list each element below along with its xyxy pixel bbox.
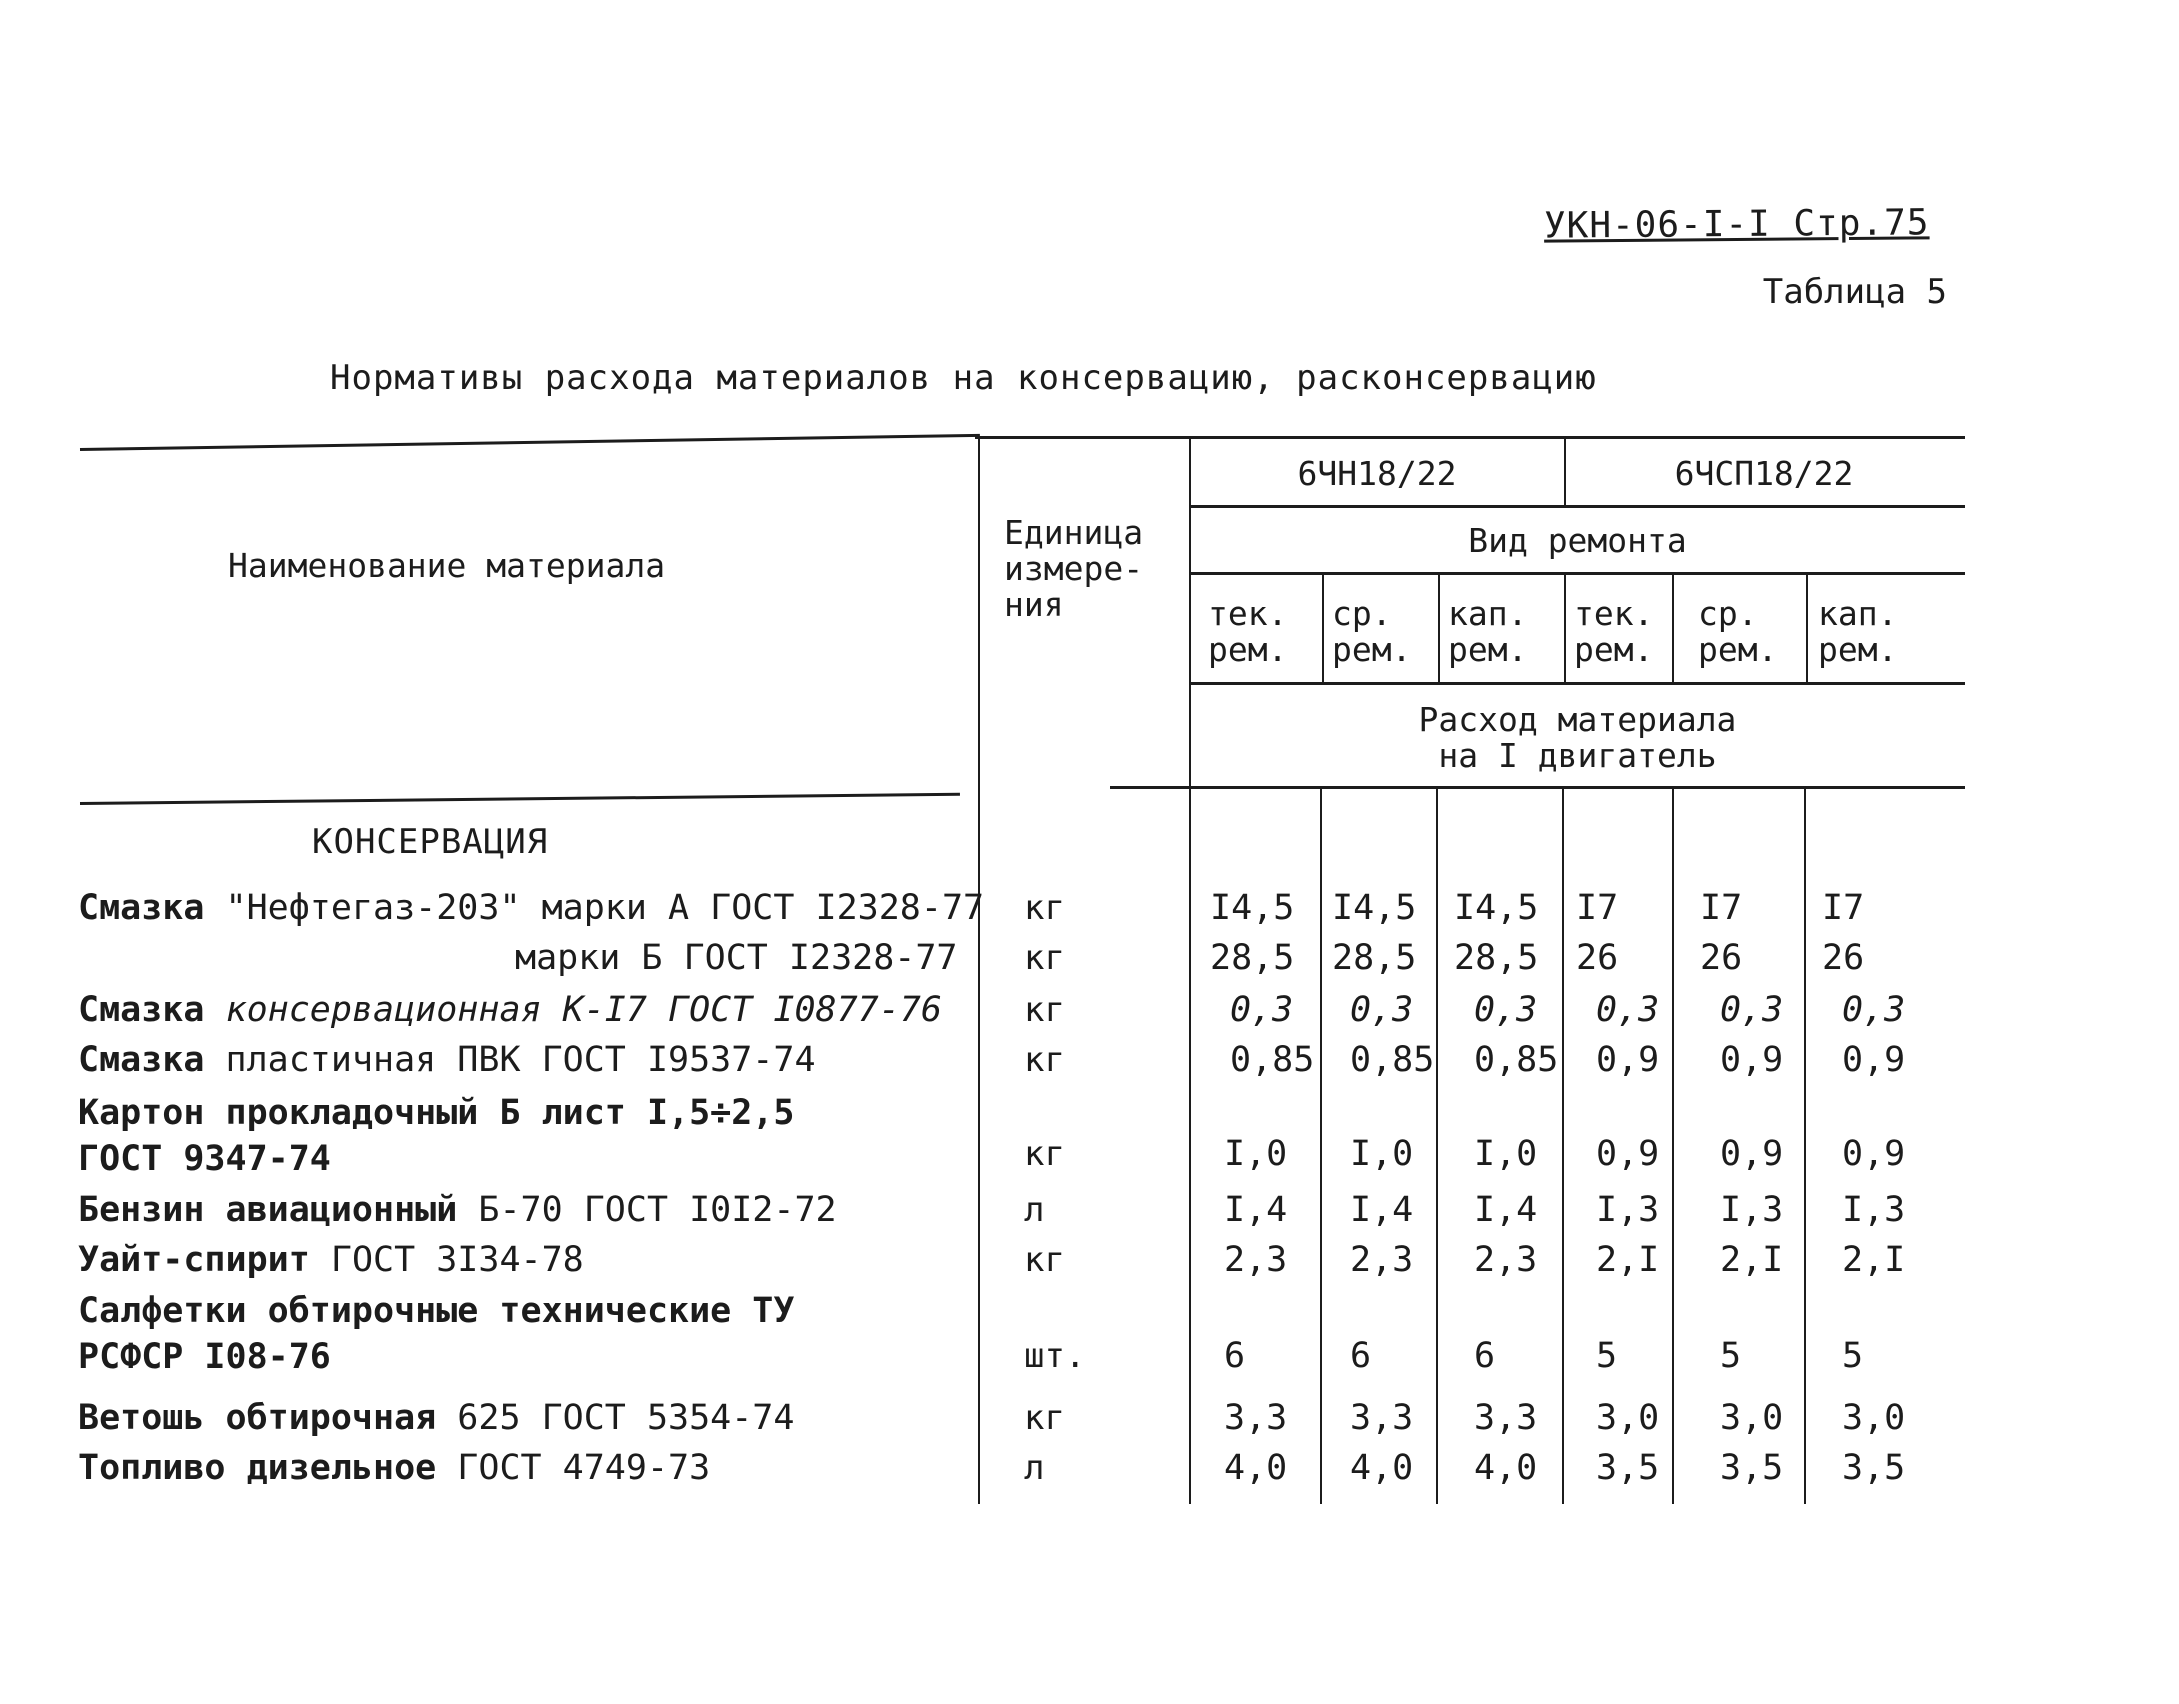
header-material-name: Наименование материала [228,546,666,585]
row-material-name: Уайт-спирит ГОСТ 3I34-78 [78,1240,584,1280]
row-value-4: I7 [1576,888,1619,928]
row-value-1: 0,85 [1230,1040,1315,1080]
row-value-3: 3,3 [1474,1398,1538,1438]
row-value-3: I,0 [1474,1134,1538,1174]
repair-col-divider-3 [1564,572,1566,684]
row-unit: л [1024,1190,1045,1230]
repair-type-rule [1190,572,1965,575]
row-value-2: I,4 [1350,1190,1414,1230]
table-title: Нормативы расхода материалов на консервацию, расконсервацию [330,358,1597,398]
row-value-6: 0,9 [1842,1040,1906,1080]
row-value-6: 3,0 [1842,1398,1906,1438]
row-value-6: 26 [1822,938,1865,978]
row-value-2: 3,3 [1350,1398,1414,1438]
body-col-divider-4 [1672,786,1674,1504]
row-value-3: 0,3 [1474,990,1538,1030]
row-value-4: 26 [1576,938,1619,978]
row-unit: шт. [1024,1336,1086,1376]
header-consumption [1190,702,1965,774]
repair-cols-rule [1190,682,1965,685]
row-value-4: 0,9 [1596,1134,1660,1174]
header-repair-col-1: тек. рем. [1208,594,1288,669]
row-value-4: 2,I [1596,1240,1660,1280]
header-repair-col-6: кап. рем. [1818,594,1898,669]
body-col-divider-2 [1436,786,1438,1504]
header-unit-line2: измере- [1004,549,1144,588]
row-value-2: I4,5 [1332,888,1417,928]
row-value-5: I7 [1700,888,1743,928]
row-value-1: 4,0 [1224,1448,1288,1488]
row-value-1: 2,3 [1224,1240,1288,1280]
row-value-6: 5 [1842,1336,1864,1376]
row-value-6: 3,5 [1842,1448,1906,1488]
row-value-6: 0,9 [1842,1134,1906,1174]
row-value-2: 28,5 [1332,938,1417,978]
row-value-2: 4,0 [1350,1448,1414,1488]
row-value-5: 5 [1720,1336,1742,1376]
header-bottom-rule [80,793,960,805]
col-divider-values [1189,436,1191,1504]
row-unit: кг [1024,1134,1065,1174]
row-value-5: 3,0 [1720,1398,1784,1438]
row-value-4: 3,5 [1596,1448,1660,1488]
row-value-5: 3,5 [1720,1448,1784,1488]
row-value-5: 0,9 [1720,1134,1784,1174]
row-value-5: 26 [1700,938,1743,978]
row-value-6: 0,3 [1842,990,1906,1030]
body-col-divider-1 [1320,786,1322,1504]
row-material-name: Бензин авиационный Б-70 ГОСТ I0I2-72 [78,1190,837,1230]
row-unit: кг [1024,938,1065,978]
row-unit: кг [1024,990,1065,1030]
row-material-name: марки Б ГОСТ I2328-77 [515,938,958,978]
row-value-3: 6 [1474,1336,1496,1376]
row-value-4: 0,9 [1596,1040,1660,1080]
row-value-4: I,3 [1596,1190,1660,1230]
row-value-5: 0,3 [1720,990,1784,1030]
row-value-5: I,3 [1720,1190,1784,1230]
table-top-rule-right [975,436,1965,439]
row-value-4: 5 [1596,1336,1618,1376]
row-value-1: 28,5 [1210,938,1295,978]
row-unit: кг [1024,888,1065,928]
table-top-rule [80,434,980,451]
header-bottom-rule-right [1110,786,1965,789]
row-value-3: 28,5 [1454,938,1539,978]
table-label: Таблица 5 [1762,272,1947,312]
row-unit: л [1024,1448,1045,1488]
header-repair-col-3: кап. рем. [1448,594,1528,669]
row-value-2: 0,3 [1350,990,1414,1030]
repair-col-divider-5 [1806,572,1808,684]
row-material-name: Ветошь обтирочная 625 ГОСТ 5354-74 [78,1398,795,1438]
body-col-divider-5 [1804,786,1806,1504]
repair-col-divider-1 [1322,572,1324,684]
header-repair-col-5: ср. рем. [1698,594,1778,669]
row-material-name: Смазка консервационная К-I7 ГОСТ I0877-76 [78,990,942,1030]
row-value-3: I4,5 [1454,888,1539,928]
row-value-3: 0,85 [1474,1040,1559,1080]
row-value-1: 3,3 [1224,1398,1288,1438]
row-value-4: 3,0 [1596,1398,1660,1438]
repair-col-divider-2 [1438,572,1440,684]
row-material-name: Смазка пластичная ПВК ГОСТ I9537-74 [78,1040,816,1080]
row-value-1: I4,5 [1210,888,1295,928]
row-value-3: I,4 [1474,1190,1538,1230]
row-value-5: 0,9 [1720,1040,1784,1080]
row-unit: кг [1024,1398,1065,1438]
page-reference: УКН-06-I-I Стр.75 [1543,202,1930,247]
row-value-1: 6 [1224,1336,1246,1376]
header-unit-line3: ния [1004,585,1064,624]
row-value-1: I,4 [1224,1190,1288,1230]
row-value-4: 0,3 [1596,990,1660,1030]
header-engine-2: 6ЧСП18/22 [1674,454,1854,493]
row-value-2: I,0 [1350,1134,1414,1174]
header-consumption-line1: Расход материала [1418,700,1737,739]
row-value-5: 2,I [1720,1240,1784,1280]
row-material-name: Картон прокладочный Б лист I,5÷2,5 ГОСТ 9347-74 [78,1093,795,1179]
row-material-name: Смазка "Нефтегаз-203" марки А ГОСТ I2328-77 [78,888,985,928]
section-title: КОНСЕРВАЦИЯ [312,822,549,862]
row-unit: кг [1024,1240,1065,1280]
header-unit-line1: Единица [1004,513,1144,552]
row-value-2: 6 [1350,1336,1372,1376]
row-value-1: 0,3 [1230,990,1294,1030]
header-repair-col-2: ср. рем. [1332,594,1412,669]
row-value-3: 4,0 [1474,1448,1538,1488]
row-value-3: 2,3 [1474,1240,1538,1280]
row-value-2: 0,85 [1350,1040,1435,1080]
row-value-6: I,3 [1842,1190,1906,1230]
row-value-2: 2,3 [1350,1240,1414,1280]
header-consumption-line2: на I двигатель [1438,736,1717,775]
row-value-6: I7 [1822,888,1865,928]
row-material-name: Топливо дизельное ГОСТ 4749-73 [78,1448,711,1488]
row-unit: кг [1024,1040,1065,1080]
engine-rule [1190,505,1965,508]
row-value-6: 2,I [1842,1240,1906,1280]
row-material-name: Салфетки обтирочные технические ТУ РСФСР I08-76 [78,1291,795,1377]
header-repair-type: Вид ремонта [1468,521,1687,560]
header-engine-1: 6ЧН18/22 [1297,454,1457,493]
row-value-1: I,0 [1224,1134,1288,1174]
repair-col-divider-4 [1672,572,1674,684]
header-repair-col-4: тек. рем. [1574,594,1654,669]
col-divider-unit [978,436,980,1504]
header-unit [1004,515,1143,623]
body-col-divider-3 [1562,786,1564,1504]
